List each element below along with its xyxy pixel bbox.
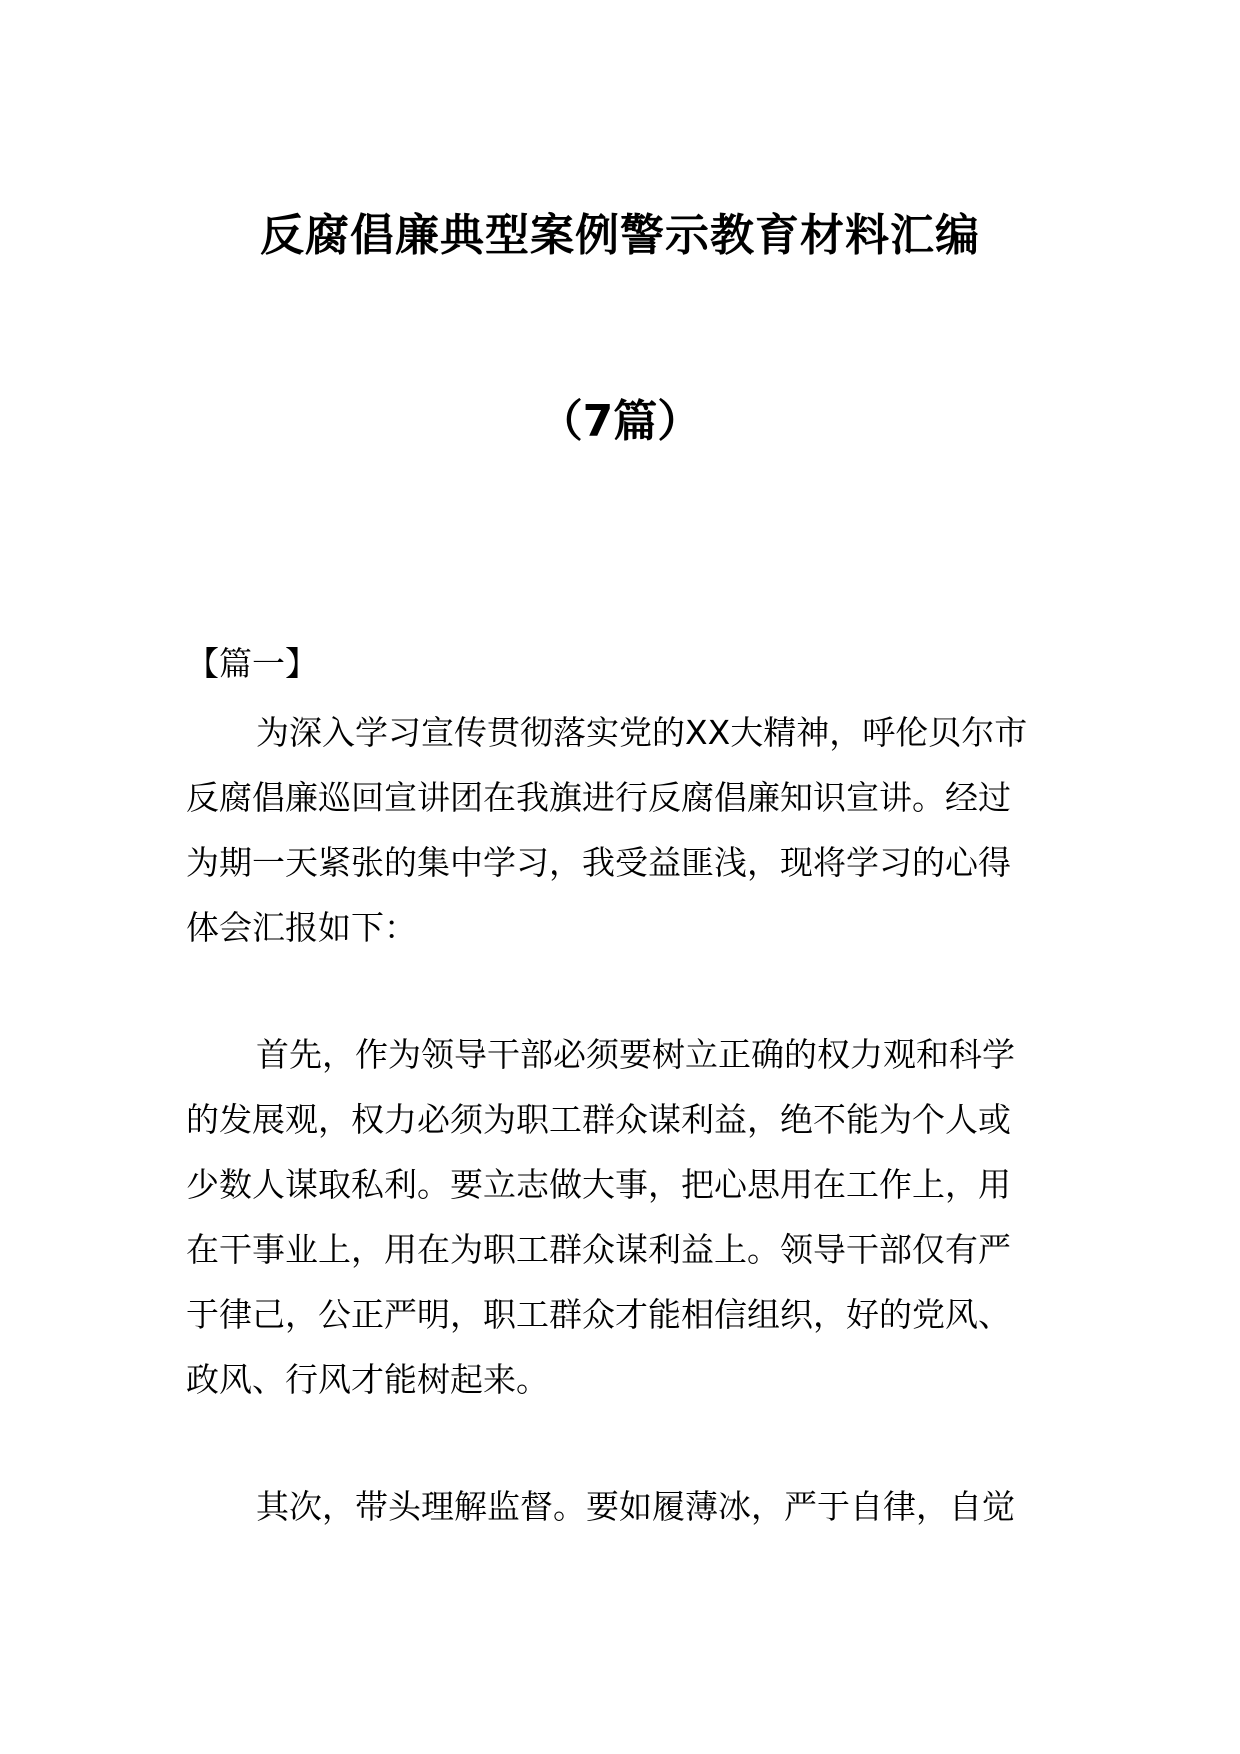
paragraph-line: 首先，作为领导干部必须要树立正确的权力观和科学 [256, 1035, 1015, 1074]
paragraph-line: 其次，带头理解监督。要如履薄冰，严于自律，自觉 [256, 1487, 1015, 1526]
paragraph-line: 于律己，公正严明，职工群众才能相信组织，好的党风、 [186, 1295, 1011, 1334]
paragraph-line: 反腐倡廉巡回宣讲团在我旗进行反腐倡廉知识宣讲。经过 [186, 778, 1011, 817]
paragraph-line: 少数人谋取私利。要立志做大事，把心思用在工作上，用 [186, 1165, 1011, 1204]
paragraph-line: 在干事业上，用在为职工群众谋利益上。领导干部仅有严 [186, 1230, 1011, 1269]
section-label: 【篇一】 [186, 644, 318, 683]
paragraph-2 [186, 1022, 1056, 1412]
paragraph-line: 的发展观，权力必须为职工群众谋利益，绝不能为个人或 [186, 1100, 1011, 1139]
paragraph-line: 为期一天紧张的集中学习，我受益匪浅，现将学习的心得 [186, 843, 1011, 882]
paragraph-3 [186, 1474, 1056, 1539]
paragraph-line: 体会汇报如下： [186, 908, 417, 947]
document-title: 反腐倡廉典型案例警示教育材料汇编 [260, 210, 980, 261]
document-subtitle: （7篇） [538, 396, 702, 447]
paragraph-1 [186, 700, 1056, 960]
paragraph-line: 政风、行风才能树起来。 [186, 1360, 549, 1399]
paragraph-line: 为深入学习宣传贯彻落实党的XX大精神，呼伦贝尔市 [256, 713, 1028, 752]
